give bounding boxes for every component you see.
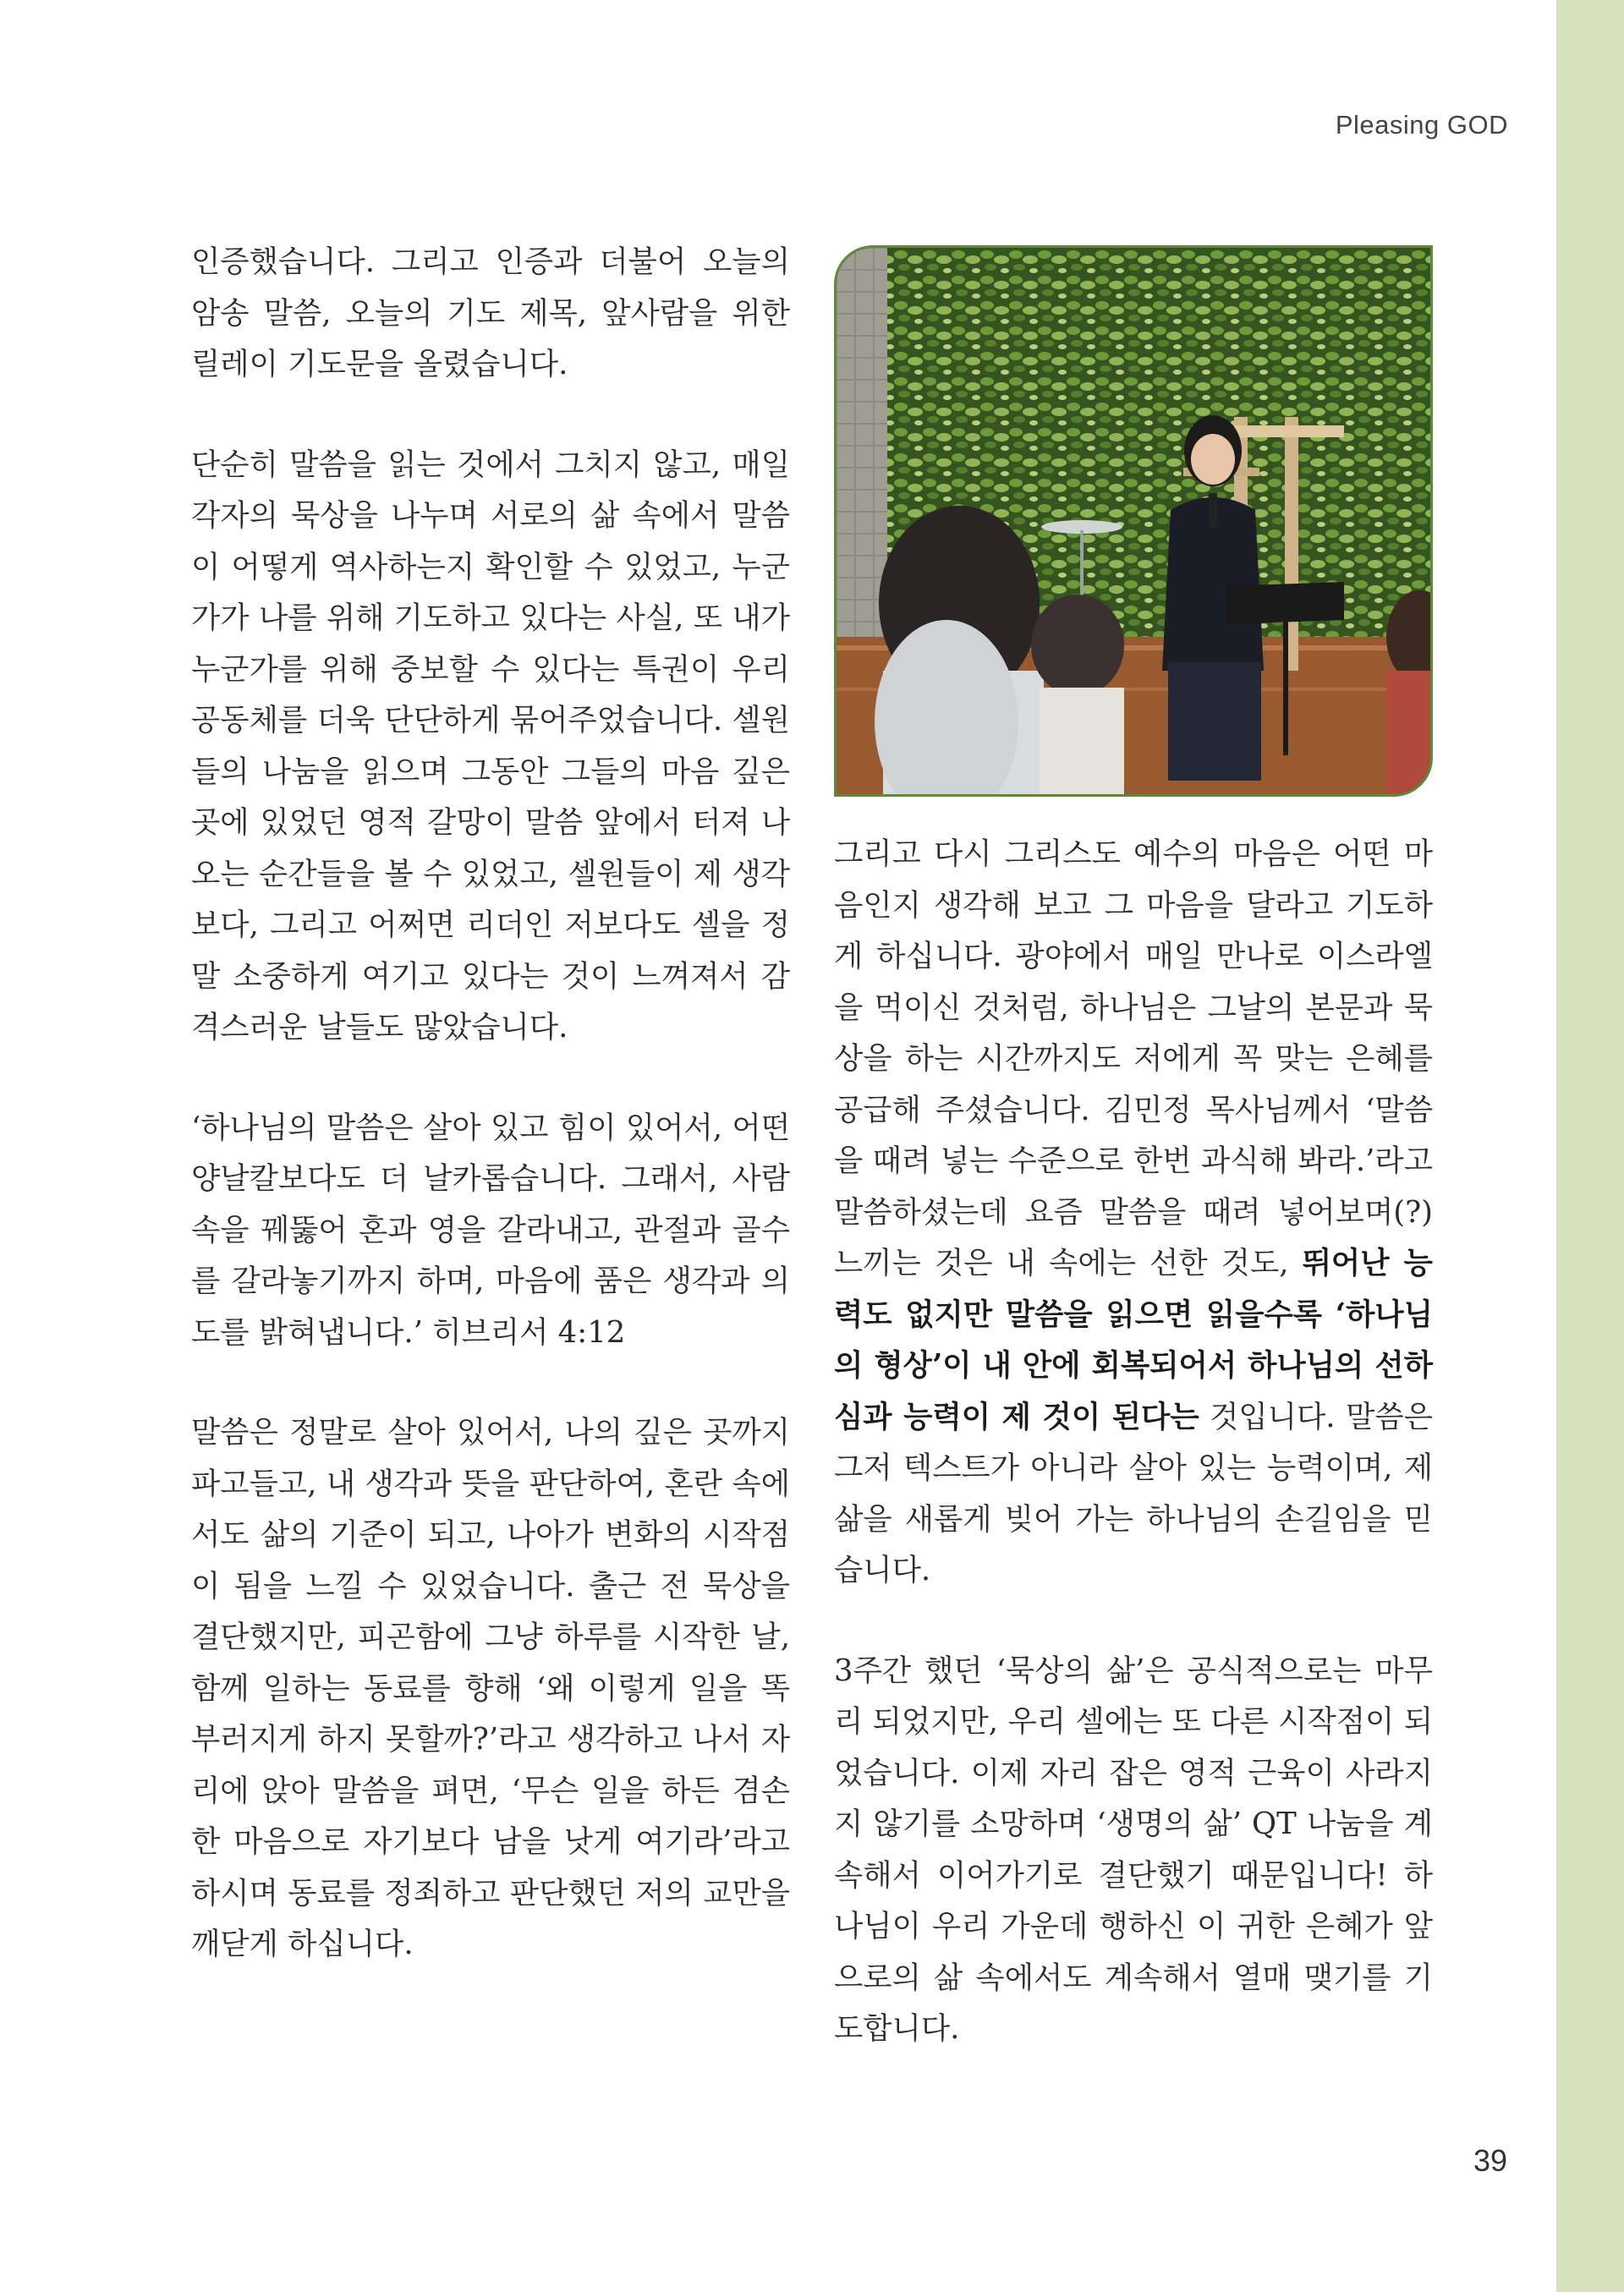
paragraph-text: 것입니다. 말씀은 그저 텍스트가 아니라 살아 있는 능력이며, 제 삶을 새롭게 빚어 가는 하나님의 손길임을 믿습니다. [834, 1399, 1433, 1587]
worship-photo [834, 245, 1433, 797]
left-text-column [191, 237, 790, 1971]
paragraph: 말씀은 정말로 살아 있어서, 나의 깊은 곳까지 파고들고, 내 생각과 뜻을 판단하여, 혼란 속에서도 삶의 기준이 되고, 나아가 변화의 시작점이 됨을 느낄 수 있었습니다. 출근 전 묵상을 결단했지만, 피곤함에 그냥 하루를 시작한 날, 함께 일하는 동료를 향해 ‘왜 이렇게 일을 똑 부러지게 하지 못할까?’라고 생각하고 나서 자리에 앉아 말씀을 펴면, ‘무슨 일을 하든 겸손한 마음으로 자기보다 남을 낫게 여기라’라고 하시며 동료를 정죄하고 판단했던 저의 교만을 깨닫게 하십니다. [191, 1415, 790, 1961]
paragraph: 인증했습니다. 그리고 인증과 더불어 오늘의 암송 말씀, 오늘의 기도 제목, 앞사람을 위한 릴레이 기도문을 올렸습니다. [191, 244, 790, 381]
paragraph [834, 829, 1433, 1597]
right-text-column [834, 829, 1433, 2055]
paragraph: 3주간 했던 ‘묵상의 삶’은 공식적으로는 마무리 되었지만, 우리 셀에는 또 다른 시작점이 되었습니다. 이제 자리 잡은 영적 근육이 사라지지 않기를 소망하며 ‘생명의 삶’ QT 나눔을 계속해서 이어가기로 결단했기 때문입니다! 하나님이 우리 가운데 행하신 이 귀한 은혜가 앞으로의 삶 속에서도 계속해서 열매 맺기를 기도합니다. [834, 1653, 1433, 2046]
emphasized-text: 뛰어난 능력도 없지만 말씀을 읽으면 읽을수록 ‘하나님의 형상’이 내 안에 회복되어서 하나님의 선하심과 능력이 제 것이 된다는 [834, 1246, 1433, 1434]
running-header: Pleasing GOD [1335, 110, 1508, 140]
page-number: 39 [1473, 2143, 1507, 2178]
paragraph: 단순히 말씀을 읽는 것에서 그치지 않고, 매일 각자의 묵상을 나누며 서로의 삶 속에서 말씀이 어떻게 역사하는지 확인할 수 있었고, 누군가가 나를 위해 기도하고 있다는 사실, 또 내가 누군가를 위해 중보할 수 있다는 특권이 우리 공동체를 더욱 단단하게 묶어주었습니다. 셀원들의 나눔을 읽으며 그동안 그들의 마음 깊은 곳에 있었던 영적 갈망이 말씀 앞에서 터져 나오는 순간들을 볼 수 있었고, 셀원들이 제 생각보다, 그리고 어쩌면 리더인 저보다도 셀을 정말 소중하게 여기고 있다는 것이 느껴져서 감격스러운 날들도 많았습니다. [191, 447, 790, 1045]
paragraph-text: 그리고 다시 그리스도 예수의 마음은 어떤 마음인지 생각해 보고 그 마음을 달라고 기도하게 하십니다. 광야에서 매일 만나로 이스라엘을 먹이신 것처럼, 하나님은 그날의 본문과 묵상을 하는 시간까지도 저에게 꼭 맞는 은혜를 공급해 주셨습니다. 김민정 목사님께서 ‘말씀을 때려 넣는 수준으로 한번 과식해 봐라.’라고 말씀하셨는데 요즘 말씀을 때려 넣어보며(?) 느끼는 것은 내 속에는 선한 것도, [834, 836, 1433, 1280]
scripture-quote: ‘하나님의 말씀은 살아 있고 힘이 있어서, 어떤 양날칼보다도 더 날카롭습니다. 그래서, 사람 속을 꿰뚫어 혼과 영을 갈라내고, 관절과 골수를 갈라놓기까지 하며, 마음에 품은 생각과 의도를 밝혀냅니다.’ 히브리서 4:12 [191, 1110, 790, 1350]
side-color-band [1556, 0, 1624, 2292]
photo-speaker-at-lectern-icon [837, 248, 1430, 794]
